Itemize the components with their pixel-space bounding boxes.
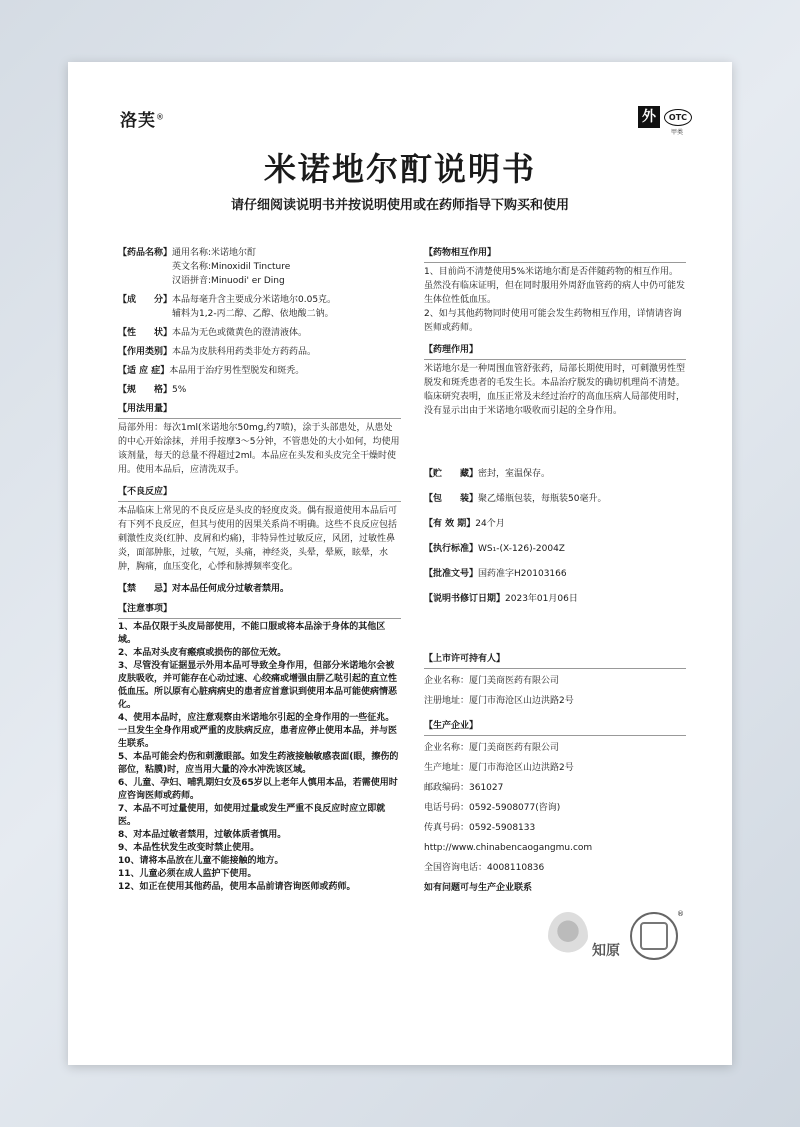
package-label: 【包 装】 [424, 494, 479, 504]
brand-logo: 洛芙® [120, 111, 165, 131]
interaction-title: 【药物相互作用】 [424, 248, 497, 258]
notes-item: 9、本品性状发生改变时禁止使用。 [118, 843, 260, 853]
storage-row [424, 464, 686, 484]
maker-line: 企业名称：厦门美商医药有限公司 [424, 743, 560, 753]
drug-name-line: 汉语拼音:Minuodi' er Ding [172, 276, 285, 286]
pharmacology-section [424, 343, 686, 418]
notes-item: 2、本品对头皮有瘢痕或损伤的部位无效。 [118, 648, 287, 658]
dosage-section [118, 402, 401, 477]
appearance-row [118, 326, 401, 340]
spec-row [118, 383, 401, 397]
validity-row [424, 514, 686, 534]
adverse-section [118, 485, 401, 574]
dosage-title: 【用法用量】 [118, 404, 173, 414]
otc-class-label: 甲类 [670, 128, 683, 136]
storage-value: 密封，室温保存。 [478, 469, 551, 479]
bencao-seal-icon: ® [630, 912, 678, 960]
drug-name-label: 【药品名称】 [118, 248, 173, 258]
package-row [424, 489, 686, 509]
indication-value: 本品用于治疗男性型脱发和斑秃。 [169, 366, 305, 376]
standard-label: 【执行标准】 [424, 544, 479, 554]
maker-title: 【生产企业】 [424, 721, 479, 731]
notes-item: 5、本品可能会灼伤和刺激眼部。如发生药液接触敏感表面(眼，擦伤的部位，粘膜)时，应当用大量的冷水冲洗该区域。 [118, 752, 399, 775]
ingredients-label: 【成 分】 [118, 295, 173, 305]
ingredients-line: 本品每毫升含主要成分米诺地尔0.05克。 [172, 295, 337, 305]
ingredients-line: 辅料为1,2-丙二醇、乙醇、依地酸二钠。 [172, 309, 334, 319]
contact-note: 如有问题可与生产企业联系 [424, 883, 533, 893]
logo-row [548, 910, 684, 960]
contraindication-label: 【禁 忌】 [118, 584, 173, 594]
external-use-badge: 外 [638, 106, 660, 128]
zhiyuan-logo-mark [548, 912, 588, 960]
storage-label: 【贮 藏】 [424, 469, 479, 479]
pharmacology-title: 【药理作用】 [424, 345, 479, 355]
holder-section [424, 652, 686, 711]
holder-line: 企业名称：厦门美商医药有限公司 [424, 676, 560, 686]
category-row [118, 345, 401, 359]
approval-value: 国药准字H20103166 [478, 569, 567, 579]
otc-badge-group [638, 106, 692, 136]
page-subtitle: 请仔细阅读说明书并按说明使用或在药师指导下购买和使用 [230, 198, 569, 213]
notes-item: 11、儿童必须在成人监护下使用。 [118, 869, 257, 879]
category-value: 本品为皮肤科用药类非处方药药品。 [172, 347, 317, 357]
ingredients-row [118, 293, 401, 321]
adverse-text: 本品临床上常见的不良反应是头皮的轻度皮炎。偶有报道使用本品后可有下列不良反应，但其与使用的因果关系尚不明确。这些不良反应包括刺激性皮炎(红肿、皮屑和灼痛)，非特异性过敏反应，风团，过敏性鼻炎，面部肿胀，过敏，气短，头痛，神经炎，头晕，晕厥，眩晕，水肿，胸痛，血压变化，心悸和脉搏频率变化。 [118, 501, 401, 574]
interaction-section [424, 246, 686, 335]
notes-item: 10、请将本品放在儿童不能接触的地方。 [118, 856, 284, 866]
notes-item: 1、本品仅限于头皮局部使用，不能口服或将本品涂于身体的其他区域。 [118, 622, 386, 645]
maker-section [424, 719, 686, 898]
maker-line: 传真号码：0592-5908133 [424, 823, 536, 833]
revision-row [424, 589, 686, 609]
indication-row [118, 364, 401, 378]
drug-name-line: 通用名称:米诺地尔酊 [172, 248, 257, 258]
standard-value: WS₁-(X-126)-2004Z [478, 544, 565, 554]
validity-label: 【有 效 期】 [424, 519, 476, 529]
indication-label: 【适 应 症】 [118, 366, 170, 376]
notes-list [118, 618, 401, 894]
package-value: 聚乙烯瓶包装，每瓶装50毫升。 [478, 494, 607, 504]
adverse-title: 【不良反应】 [118, 487, 173, 497]
appearance-value: 本品为无色或微黄色的澄清液体。 [172, 328, 308, 338]
revision-label: 【说明书修订日期】 [424, 594, 506, 604]
holder-line: 注册地址：厦门市海沧区山边洪路2号 [424, 696, 574, 706]
notes-item: 7、本品不可过量使用，如使用过量或发生严重不良反应时应立即就医。 [118, 804, 386, 827]
page-title: 米诺地尔酊说明书 [263, 150, 536, 188]
approval-row [424, 564, 686, 584]
spec-value: 5% [172, 385, 187, 395]
maker-body [424, 735, 686, 898]
contraindication-row [118, 582, 401, 596]
interaction-text: 1、目前尚不清楚使用5%米诺地尔酊是否伴随药物的相互作用。虽然没有临床证明，但在同时服用外周舒血管药的病人中仍可能发生体位性低血压。 2、如与其他药物同时使用可能会发生药物相互作用，详情请咨询医师或药师。 [424, 262, 686, 335]
left-column [118, 246, 401, 902]
notes-section [118, 602, 401, 894]
standard-row [424, 539, 686, 559]
otc-badge: OTC [664, 109, 692, 126]
maker-line: 全国咨询电话：4008110836 [424, 863, 545, 873]
notes-item: 12、如正在使用其他药品，使用本品前请咨询医师或药师。 [118, 882, 356, 892]
spec-label: 【规 格】 [118, 385, 173, 395]
maker-line: 电话号码：0592-5908077(咨询) [424, 803, 561, 813]
contraindication-value: 对本品任何成分过敏者禁用。 [172, 584, 290, 594]
notes-item: 8、对本品过敏者禁用，过敏体质者慎用。 [118, 830, 287, 840]
dosage-text: 局部外用：每次1ml(米诺地尔50mg,约7喷)，涂于头部患处，从患处的中心开始涂抹，并用手按摩3～5分钟，不管患处的大小如何，均使用该剂量，每天的总量不得超过2ml。本品应在头发和头皮完全干燥时使用。使用本品后，应清洗双手。 [118, 418, 401, 477]
category-label: 【作用类别】 [118, 347, 173, 357]
maker-line: 邮政编码：361027 [424, 783, 504, 793]
right-column [424, 246, 686, 906]
drug-name-row [118, 246, 401, 288]
validity-value: 24个月 [475, 519, 505, 529]
zhiyuan-logo-text: 知原 [592, 943, 620, 959]
notes-title: 【注意事项】 [118, 604, 173, 614]
approval-label: 【批准文号】 [424, 569, 479, 579]
maker-website[interactable]: http://www.chinabencaogangmu.com [424, 843, 593, 853]
notes-item: 4、使用本品时，应注意观察由米诺地尔引起的全身作用的一些征兆。一旦发生全身作用或严重的皮肤病反应，患者应停止使用本品，并与医生联系。 [118, 713, 398, 749]
revision-value: 2023年01月06日 [505, 594, 578, 604]
holder-title: 【上市许可持有人】 [424, 654, 506, 664]
holder-body [424, 668, 686, 711]
maker-line: 生产地址：厦门市海沧区山边洪路2号 [424, 763, 574, 773]
notes-item: 6、儿童、孕妇、哺乳期妇女及65岁以上老年人慎用本品，若需使用时应咨询医师或药师。 [118, 778, 398, 801]
instruction-sheet [68, 62, 732, 1065]
drug-name-line: 英文名称:Minoxidil Tincture [172, 262, 291, 272]
notes-item: 3、尽管没有证据显示外用本品可导致全身作用，但部分米诺地尔会被皮肤吸收，并可能存在心动过速、心绞痛或增强由肼乙哒引起的直立性低血压。所以原有心脏病病史的患者应首意识到使用本品可能使病情恶化。 [118, 661, 398, 710]
pharmacology-text: 米诺地尔是一种周围血管舒张药，局部长期使用时，可刺激男性型脱发和斑秃患者的毛发生长。本品治疗脱发的确切机理尚不清楚。临床研究表明，血压正常及未经过治疗的高血压病人局部使用时，没有显示出由于米诺地尔吸收而引起的全身作用。 [424, 359, 686, 418]
appearance-label: 【性 状】 [118, 328, 173, 338]
